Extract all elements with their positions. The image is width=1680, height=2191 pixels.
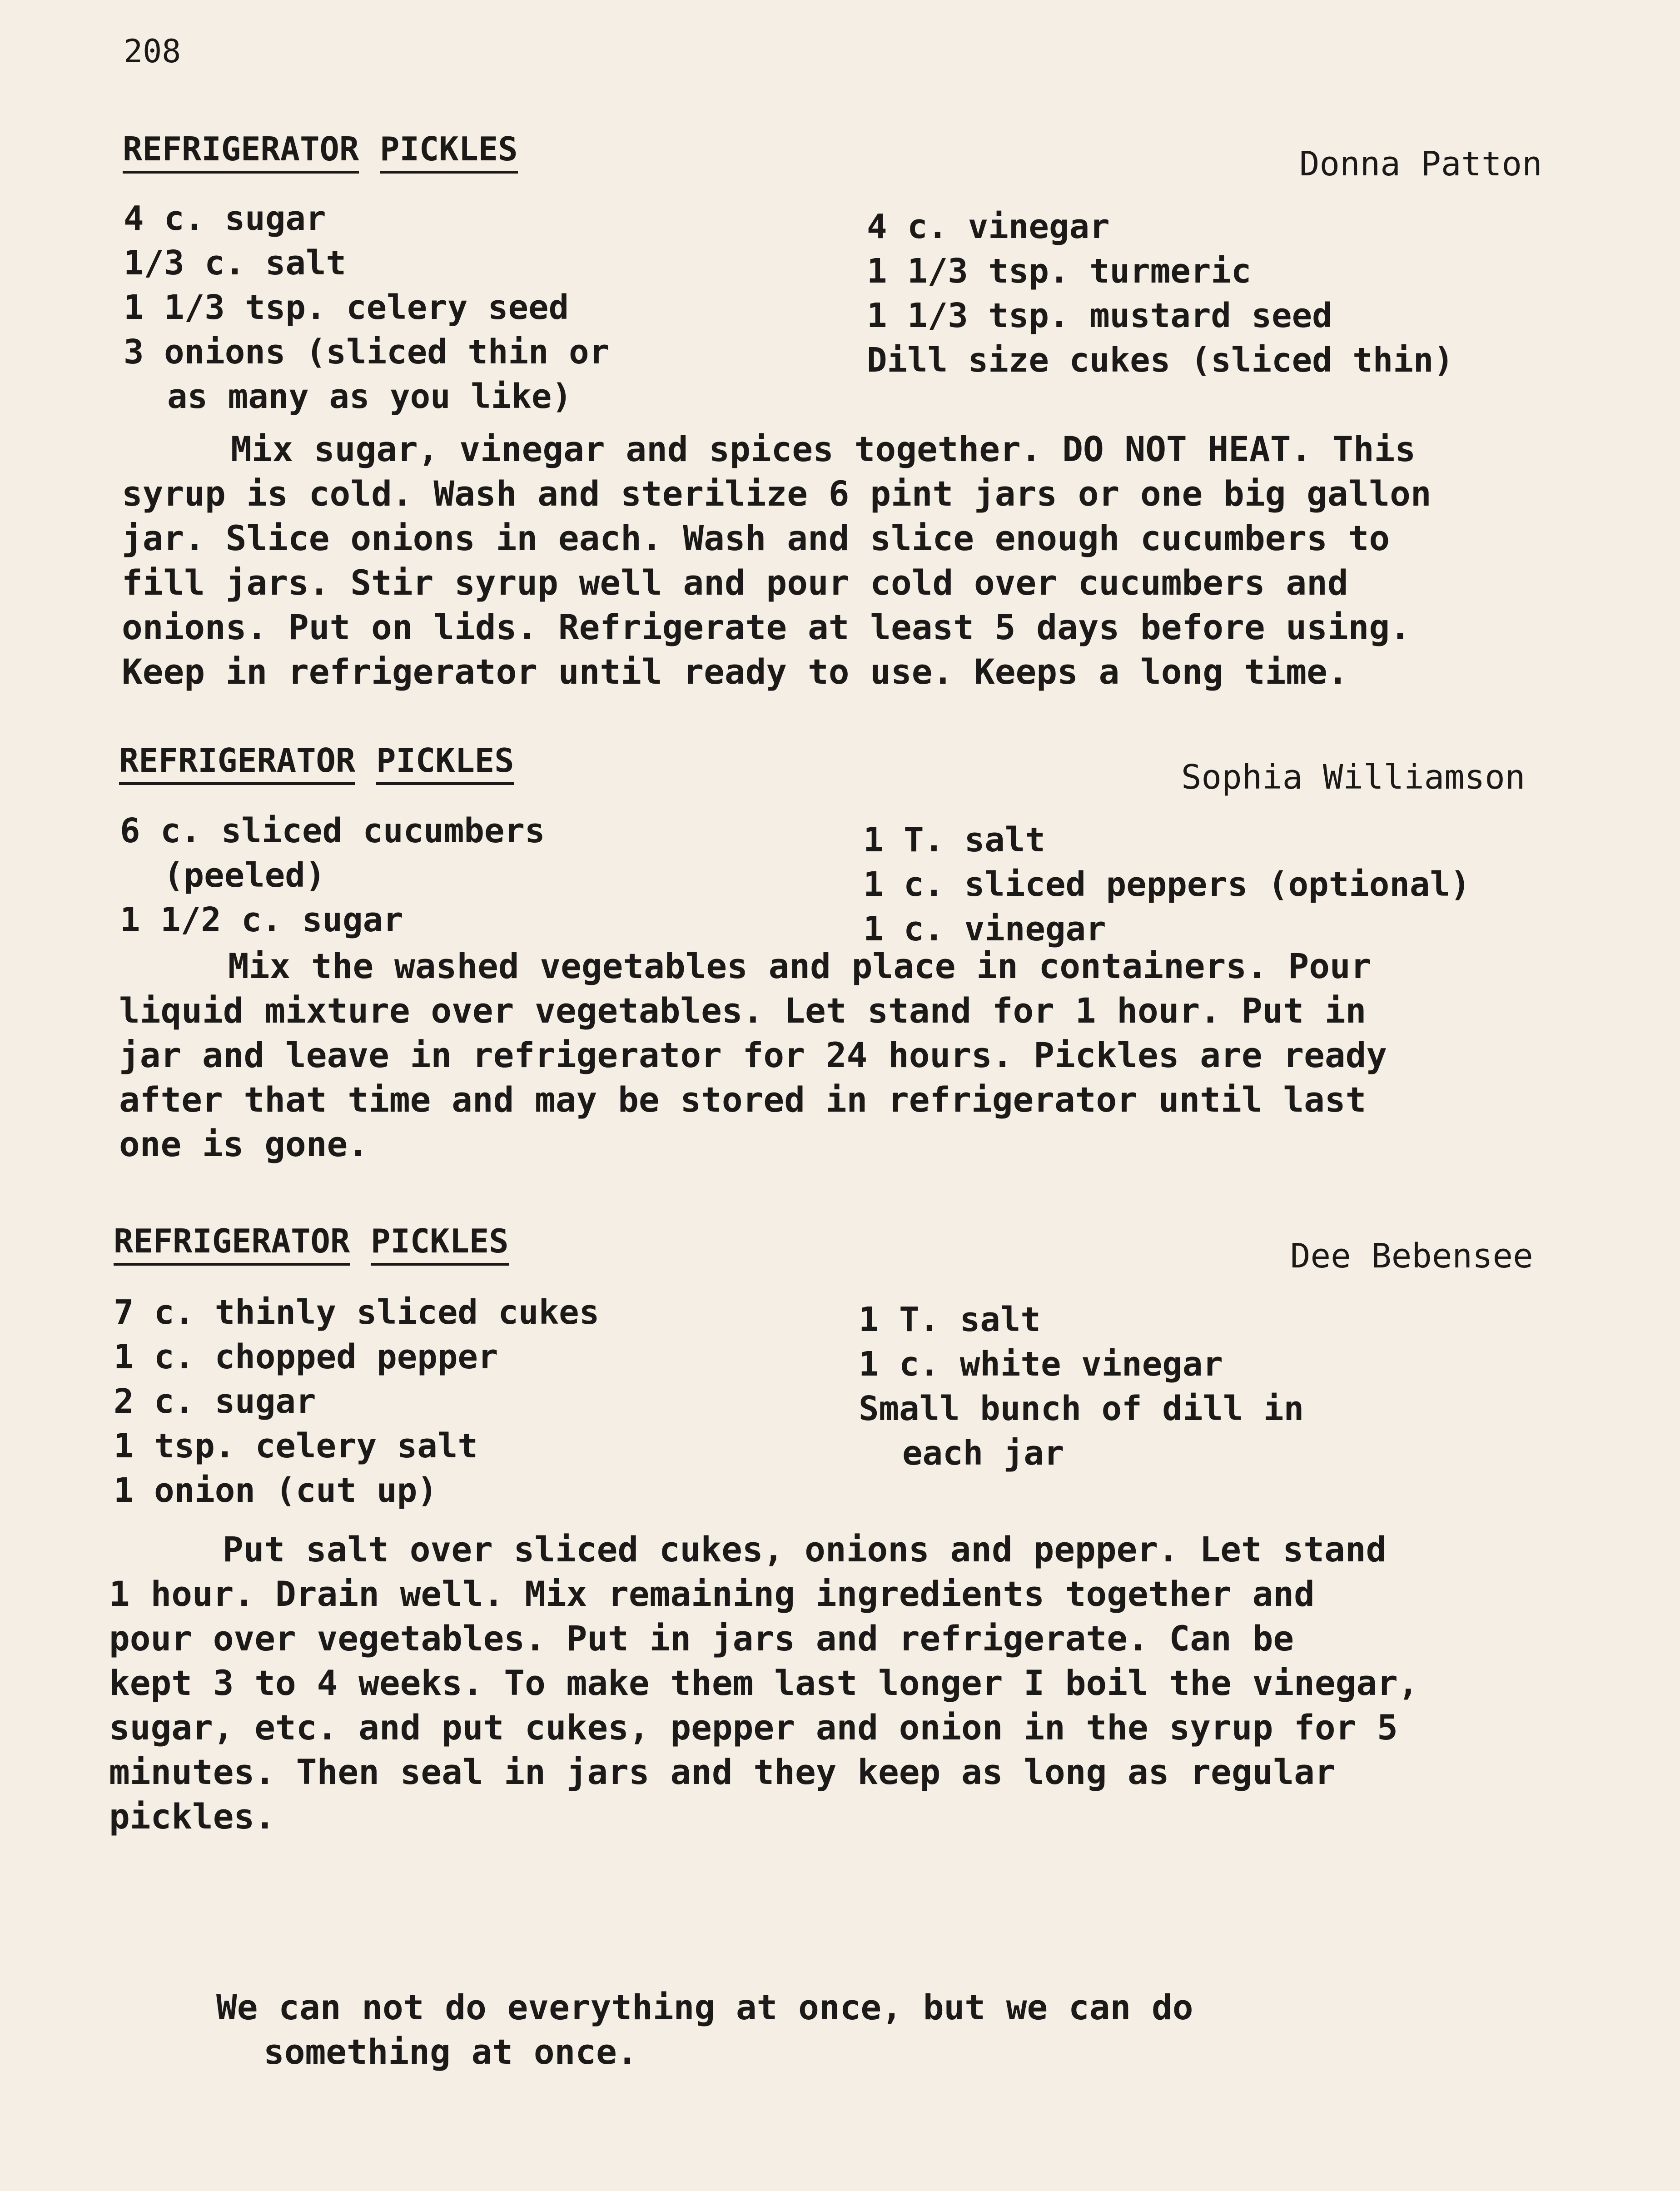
direction-line: Put salt over sliced cukes, onions and pepper. Let stand xyxy=(223,1529,1387,1570)
direction-line: pickles. xyxy=(109,1796,276,1837)
ingredient: (peeled) xyxy=(164,856,326,895)
ingredient-list-right xyxy=(859,1297,1304,1476)
ingredient: 1 1/3 tsp. mustard seed xyxy=(867,296,1332,335)
ingredient: 7 c. thinly sliced cukes xyxy=(114,1293,600,1332)
recipe-author: Donna Patton xyxy=(1299,144,1542,184)
direction-line: after that time and may be stored in refrigerator until last xyxy=(119,1079,1367,1120)
ingredient: 6 c. sliced cucumbers xyxy=(120,811,545,850)
ingredient-list-right xyxy=(867,204,1454,383)
ingredient: 1/3 c. salt xyxy=(124,243,347,283)
recipe-author: Sophia Williamson xyxy=(1181,758,1526,797)
recipe-directions xyxy=(119,944,1582,1167)
direction-line: sugar, etc. and put cukes, pepper and onion in the syrup for 5 xyxy=(109,1707,1398,1748)
ingredient: 4 c. vinegar xyxy=(867,207,1110,246)
recipe-author: Dee Bebensee xyxy=(1290,1237,1533,1276)
direction-line: pour over vegetables. Put in jars and refrigerate. Can be xyxy=(109,1618,1294,1659)
ingredient: 1 onion (cut up) xyxy=(114,1471,437,1510)
title-word: REFRIGERATOR xyxy=(114,1222,350,1266)
ingredient: as many as you like) xyxy=(167,377,572,416)
direction-line: Mix the washed vegetables and place in containers. Pour xyxy=(228,946,1372,986)
ingredient: 1 1/3 tsp. celery seed xyxy=(124,288,569,327)
recipe-title xyxy=(114,1222,509,1266)
ingredient: 3 onions (sliced thin or xyxy=(124,333,610,372)
ingredient: 1 T. salt xyxy=(863,820,1045,860)
direction-line: liquid mixture over vegetables. Let stand for 1 hour. Put in xyxy=(119,990,1367,1031)
title-word: PICKLES xyxy=(371,1222,508,1266)
recipe-directions xyxy=(109,1527,1572,1839)
title-word: REFRIGERATOR xyxy=(119,741,355,785)
direction-line: jar. Slice onions in each. Wash and slice enough cucumbers to xyxy=(122,518,1390,558)
direction-line: Keep in refrigerator until ready to use. Keeps a long time. xyxy=(122,651,1348,692)
ingredient: 1 c. vinegar xyxy=(863,909,1106,949)
direction-line: one is gone. xyxy=(119,1124,369,1164)
quote-line: something at once. xyxy=(263,2032,638,2072)
direction-line: kept 3 to 4 weeks. To make them last longer I boil the vinegar, xyxy=(109,1663,1419,1703)
ingredient: 4 c. sugar xyxy=(124,199,326,238)
ingredient: 1 c. sliced peppers (optional) xyxy=(863,865,1471,904)
ingredient-list-left xyxy=(114,1290,599,1513)
ingredient: 1 tsp. celery salt xyxy=(114,1426,478,1466)
ingredient: Dill size cukes (sliced thin) xyxy=(867,341,1454,380)
ingredient: Small bunch of dill in xyxy=(859,1389,1304,1428)
direction-line: onions. Put on lids. Refrigerate at least 5 days before using. xyxy=(122,607,1411,647)
title-word: REFRIGERATOR xyxy=(123,130,359,174)
direction-line: jar and leave in refrigerator for 24 hours. Pickles are ready xyxy=(119,1035,1387,1075)
title-word: PICKLES xyxy=(376,741,514,785)
ingredient: 1 1/2 c. sugar xyxy=(120,900,403,939)
direction-line: fill jars. Stir syrup well and pour cold over cucumbers and xyxy=(122,562,1348,603)
ingredient: 1 T. salt xyxy=(859,1300,1041,1339)
ingredient: 1 c. white vinegar xyxy=(859,1345,1223,1384)
quote-line: We can not do everything at once, but we can do xyxy=(216,1987,1193,2027)
page-number: 208 xyxy=(124,33,181,70)
direction-line: 1 hour. Drain well. Mix remaining ingredients together and xyxy=(109,1574,1315,1614)
ingredient: 1 c. chopped pepper xyxy=(114,1337,498,1376)
direction-line: syrup is cold. Wash and sterilize 6 pint jars or one big gallon xyxy=(122,473,1431,514)
recipe-directions xyxy=(122,427,1585,694)
recipe-title xyxy=(119,741,514,785)
ingredient-list-left xyxy=(120,809,545,942)
recipe-title xyxy=(123,130,518,174)
direction-line: minutes. Then seal in jars and they keep as long as regular xyxy=(109,1752,1336,1792)
ingredient: each jar xyxy=(902,1434,1064,1473)
title-word: PICKLES xyxy=(380,130,517,174)
ingredient: 2 c. sugar xyxy=(114,1382,316,1421)
ingredient-list-left xyxy=(124,196,609,419)
direction-line: Mix sugar, vinegar and spices together. DO NOT HEAT. This xyxy=(231,429,1416,469)
ingredient-list-right xyxy=(863,818,1471,951)
ingredient: 1 1/3 tsp. turmeric xyxy=(867,252,1252,291)
closing-quote xyxy=(216,1985,1193,2074)
